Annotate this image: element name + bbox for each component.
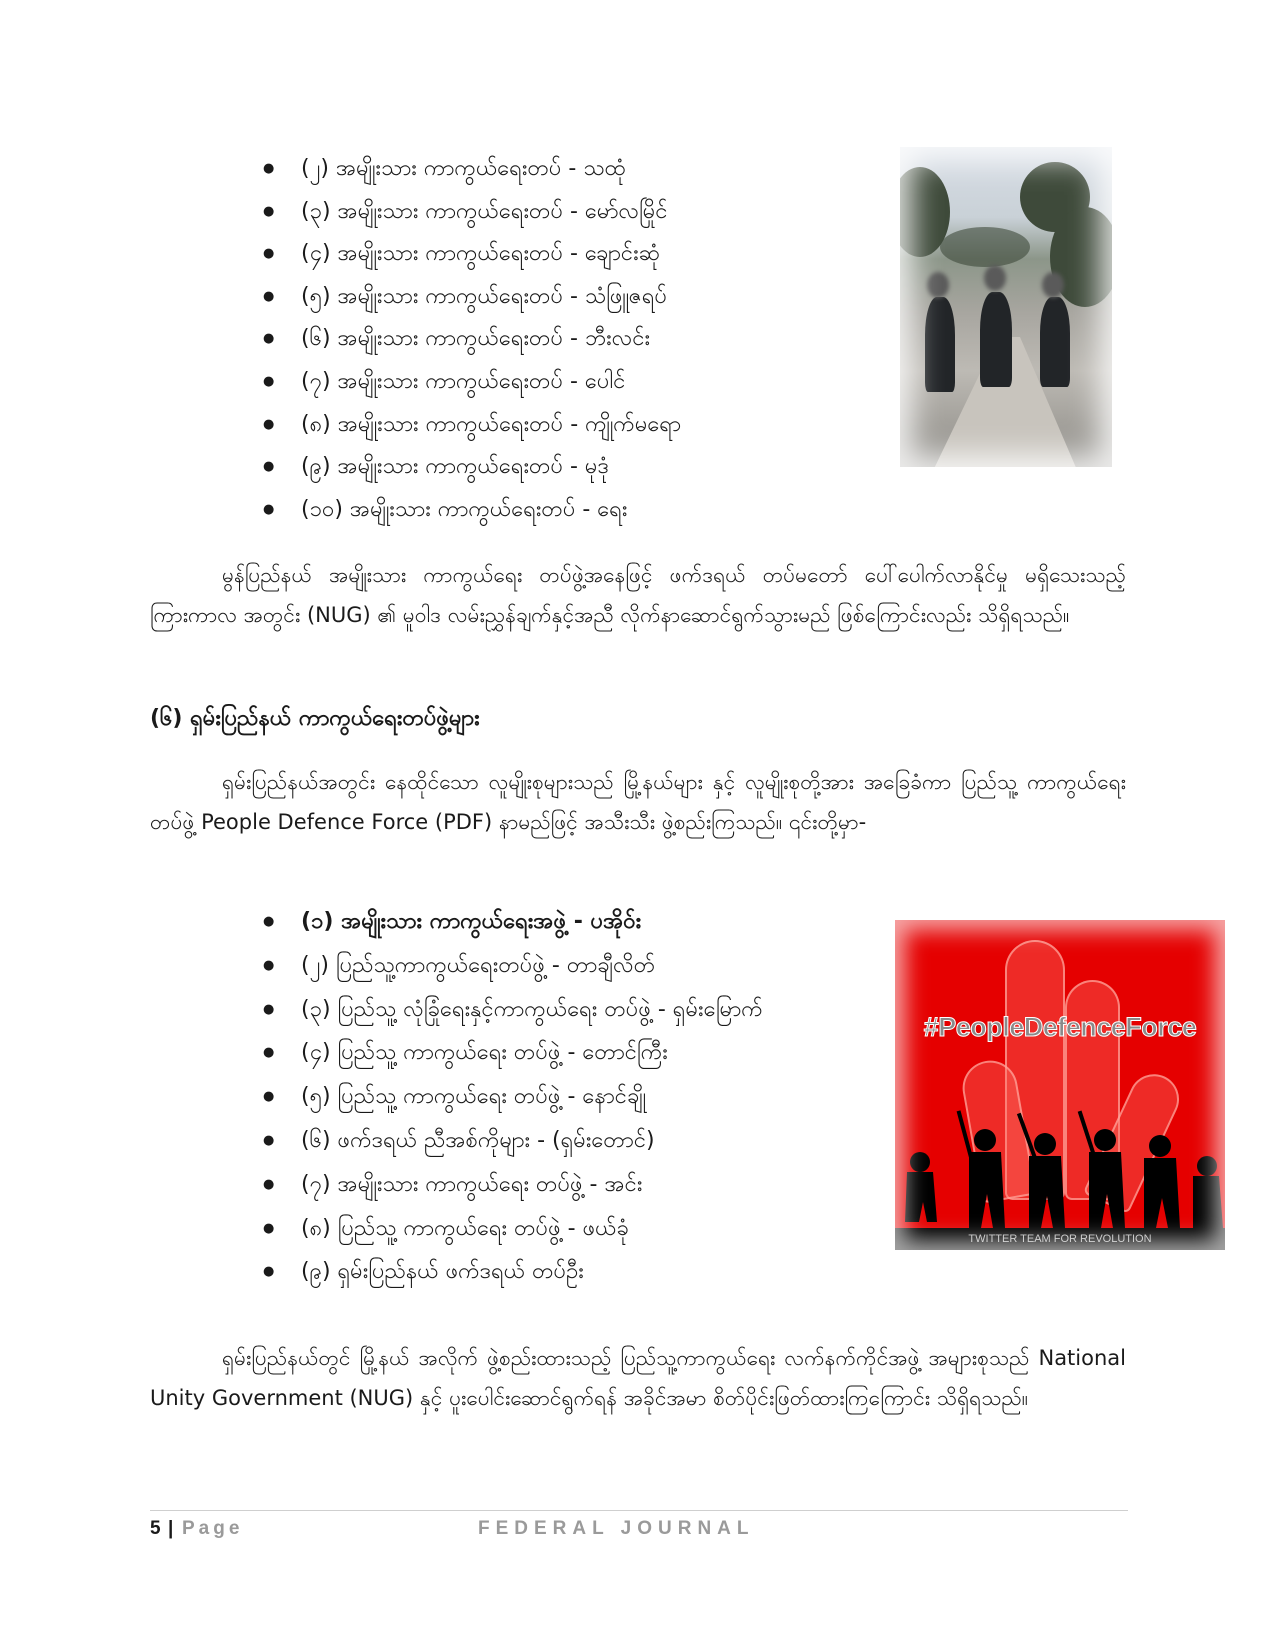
section-heading: (၆) ရှမ်းပြည်နယ် ကာကွယ်ရေးတပ်ဖွဲ့များ bbox=[150, 706, 480, 731]
list-item: ● (၈) အမျိုးသား ကာကွယ်ရေးတပ် - ကျိုက်မရော bbox=[263, 404, 681, 447]
list-item: ● (၁၀) အမျိုးသား ကာကွယ်ရေးတပ် - ရေး bbox=[263, 489, 681, 532]
shan-forces-list bbox=[263, 900, 763, 1294]
paragraph: ရှမ်းပြည်နယ်တွင် မြို့နယ် အလိုက် ဖွဲ့စည်းထားသည့် ပြည်သူ့ကာကွယ်ရေး လက်နက်ကိုင်အဖွဲ့ အများစုသည် National Unity Government (NUG) နှင့် ပူးပေါင်းဆောင်ရွက်ရန် အခိုင်အမာ စိတ်ပိုင်းဖြတ်ထားကြကြောင်း သိရှိရသည်။ bbox=[150, 1346, 1126, 1410]
list-item: ● (၇) အမျိုးသား ကာကွယ်ရေး တပ်ဖွဲ့ - အင်း bbox=[263, 1163, 763, 1207]
footer-divider bbox=[150, 1510, 1128, 1511]
page-label: Page bbox=[182, 1518, 244, 1539]
list-item: ● (၈) ပြည်သူ့ ကာကွယ်ရေး တပ်ဖွဲ့ - ဖယ်ခုံ bbox=[263, 1207, 763, 1251]
people-defence-force-image bbox=[895, 920, 1225, 1250]
page-number: 5 bbox=[150, 1518, 161, 1539]
paragraph: မွန်ပြည်နယ် အမျိုးသား ကာကွယ်ရေး တပ်ဖွဲ့အနေဖြင့် ဖက်ဒရယ် တပ်မတော် ပေါ်ပေါက်လာနိုင်မှု မရှိသေးသည့် ကြားကာလ အတွင်း (NUG) ၏ မူဝါဒ လမ်းညွှန်ချက်နှင့်အညီ လိုက်နာဆောင်ရွက်သွားမည် ဖြစ်ကြောင်းလည်း သိရှိရသည်။ bbox=[150, 563, 1126, 627]
list-item: ● (၇) အမျိုးသား ကာကွယ်ရေးတပ် - ပေါင် bbox=[263, 361, 681, 404]
list-item: ● (၆) ဖက်ဒရယ် ညီအစ်ကိုများ - (ရှမ်းတောင်) bbox=[263, 1119, 763, 1163]
district-army-list bbox=[263, 148, 681, 531]
list-item: ● (၃) ပြည်သူ့ လုံခြုံရေးနှင့်ကာကွယ်ရေး တပ်ဖွဲ့ - ရှမ်းမြောက် bbox=[263, 988, 763, 1032]
list-item: ● (၉) အမျိုးသား ကာကွယ်ရေးတပ် - မုဒုံ bbox=[263, 446, 681, 489]
list-item: ● (၉) ရှမ်းပြည်နယ် ဖက်ဒရယ် တပ်ဦး bbox=[263, 1250, 763, 1294]
list-item: ● (၁) အမျိုးသား ကာကွယ်ရေးအဖွဲ့ - ပအိုဝ်း bbox=[263, 900, 763, 944]
paragraph: ရှမ်းပြည်နယ်အတွင်း နေထိုင်သော လူမျိုးစုများသည် မြို့နယ်များ နှင့် လူမျိုးစုတို့အား အခြေခံကာ ပြည်သူ့ ကာကွယ်ရေးတပ်ဖွဲ့ People Defence Force (PDF) နာမည်ဖြင့် အသီးသီး ဖွဲ့စည်းကြသည်။ ၎င်းတို့မှာ- bbox=[150, 770, 1126, 834]
list-item: ● (၄) အမျိုးသား ကာကွယ်ရေးတပ် - ချောင်းဆုံ bbox=[263, 233, 681, 276]
hashtag-text: #PeopleDefenceForce bbox=[923, 1012, 1197, 1042]
footer-separator: | bbox=[168, 1518, 174, 1539]
image-caption: TWITTER TEAM FOR REVOLUTION bbox=[968, 1233, 1152, 1245]
journal-name: FEDERAL JOURNAL bbox=[478, 1518, 755, 1539]
list-item: ● (၂) ပြည်သူ့ကာကွယ်ရေးတပ်ဖွဲ့ - တာချီလိတ် bbox=[263, 944, 763, 988]
list-item: ● (၆) အမျိုးသား ကာကွယ်ရေးတပ် - ဘီးလင်း bbox=[263, 318, 681, 361]
list-item: ● (၂) အမျိုးသား ကာကွယ်ရေးတပ် - သထုံ bbox=[263, 148, 681, 191]
list-item: ● (၅) အမျိုးသား ကာကွယ်ရေးတပ် - သံဖြူဇရပ် bbox=[263, 276, 681, 319]
list-item: ● (၃) အမျိုးသား ကာကွယ်ရေးတပ် - မော်လမြိုင် bbox=[263, 191, 681, 234]
soldiers-photo bbox=[900, 147, 1112, 467]
list-item: ● (၄) ပြည်သူ့ ကာကွယ်ရေး တပ်ဖွဲ့ - တောင်ကြီး bbox=[263, 1031, 763, 1075]
list-item: ● (၅) ပြည်သူ့ ကာကွယ်ရေး တပ်ဖွဲ့ - နောင်ချို bbox=[263, 1075, 763, 1119]
